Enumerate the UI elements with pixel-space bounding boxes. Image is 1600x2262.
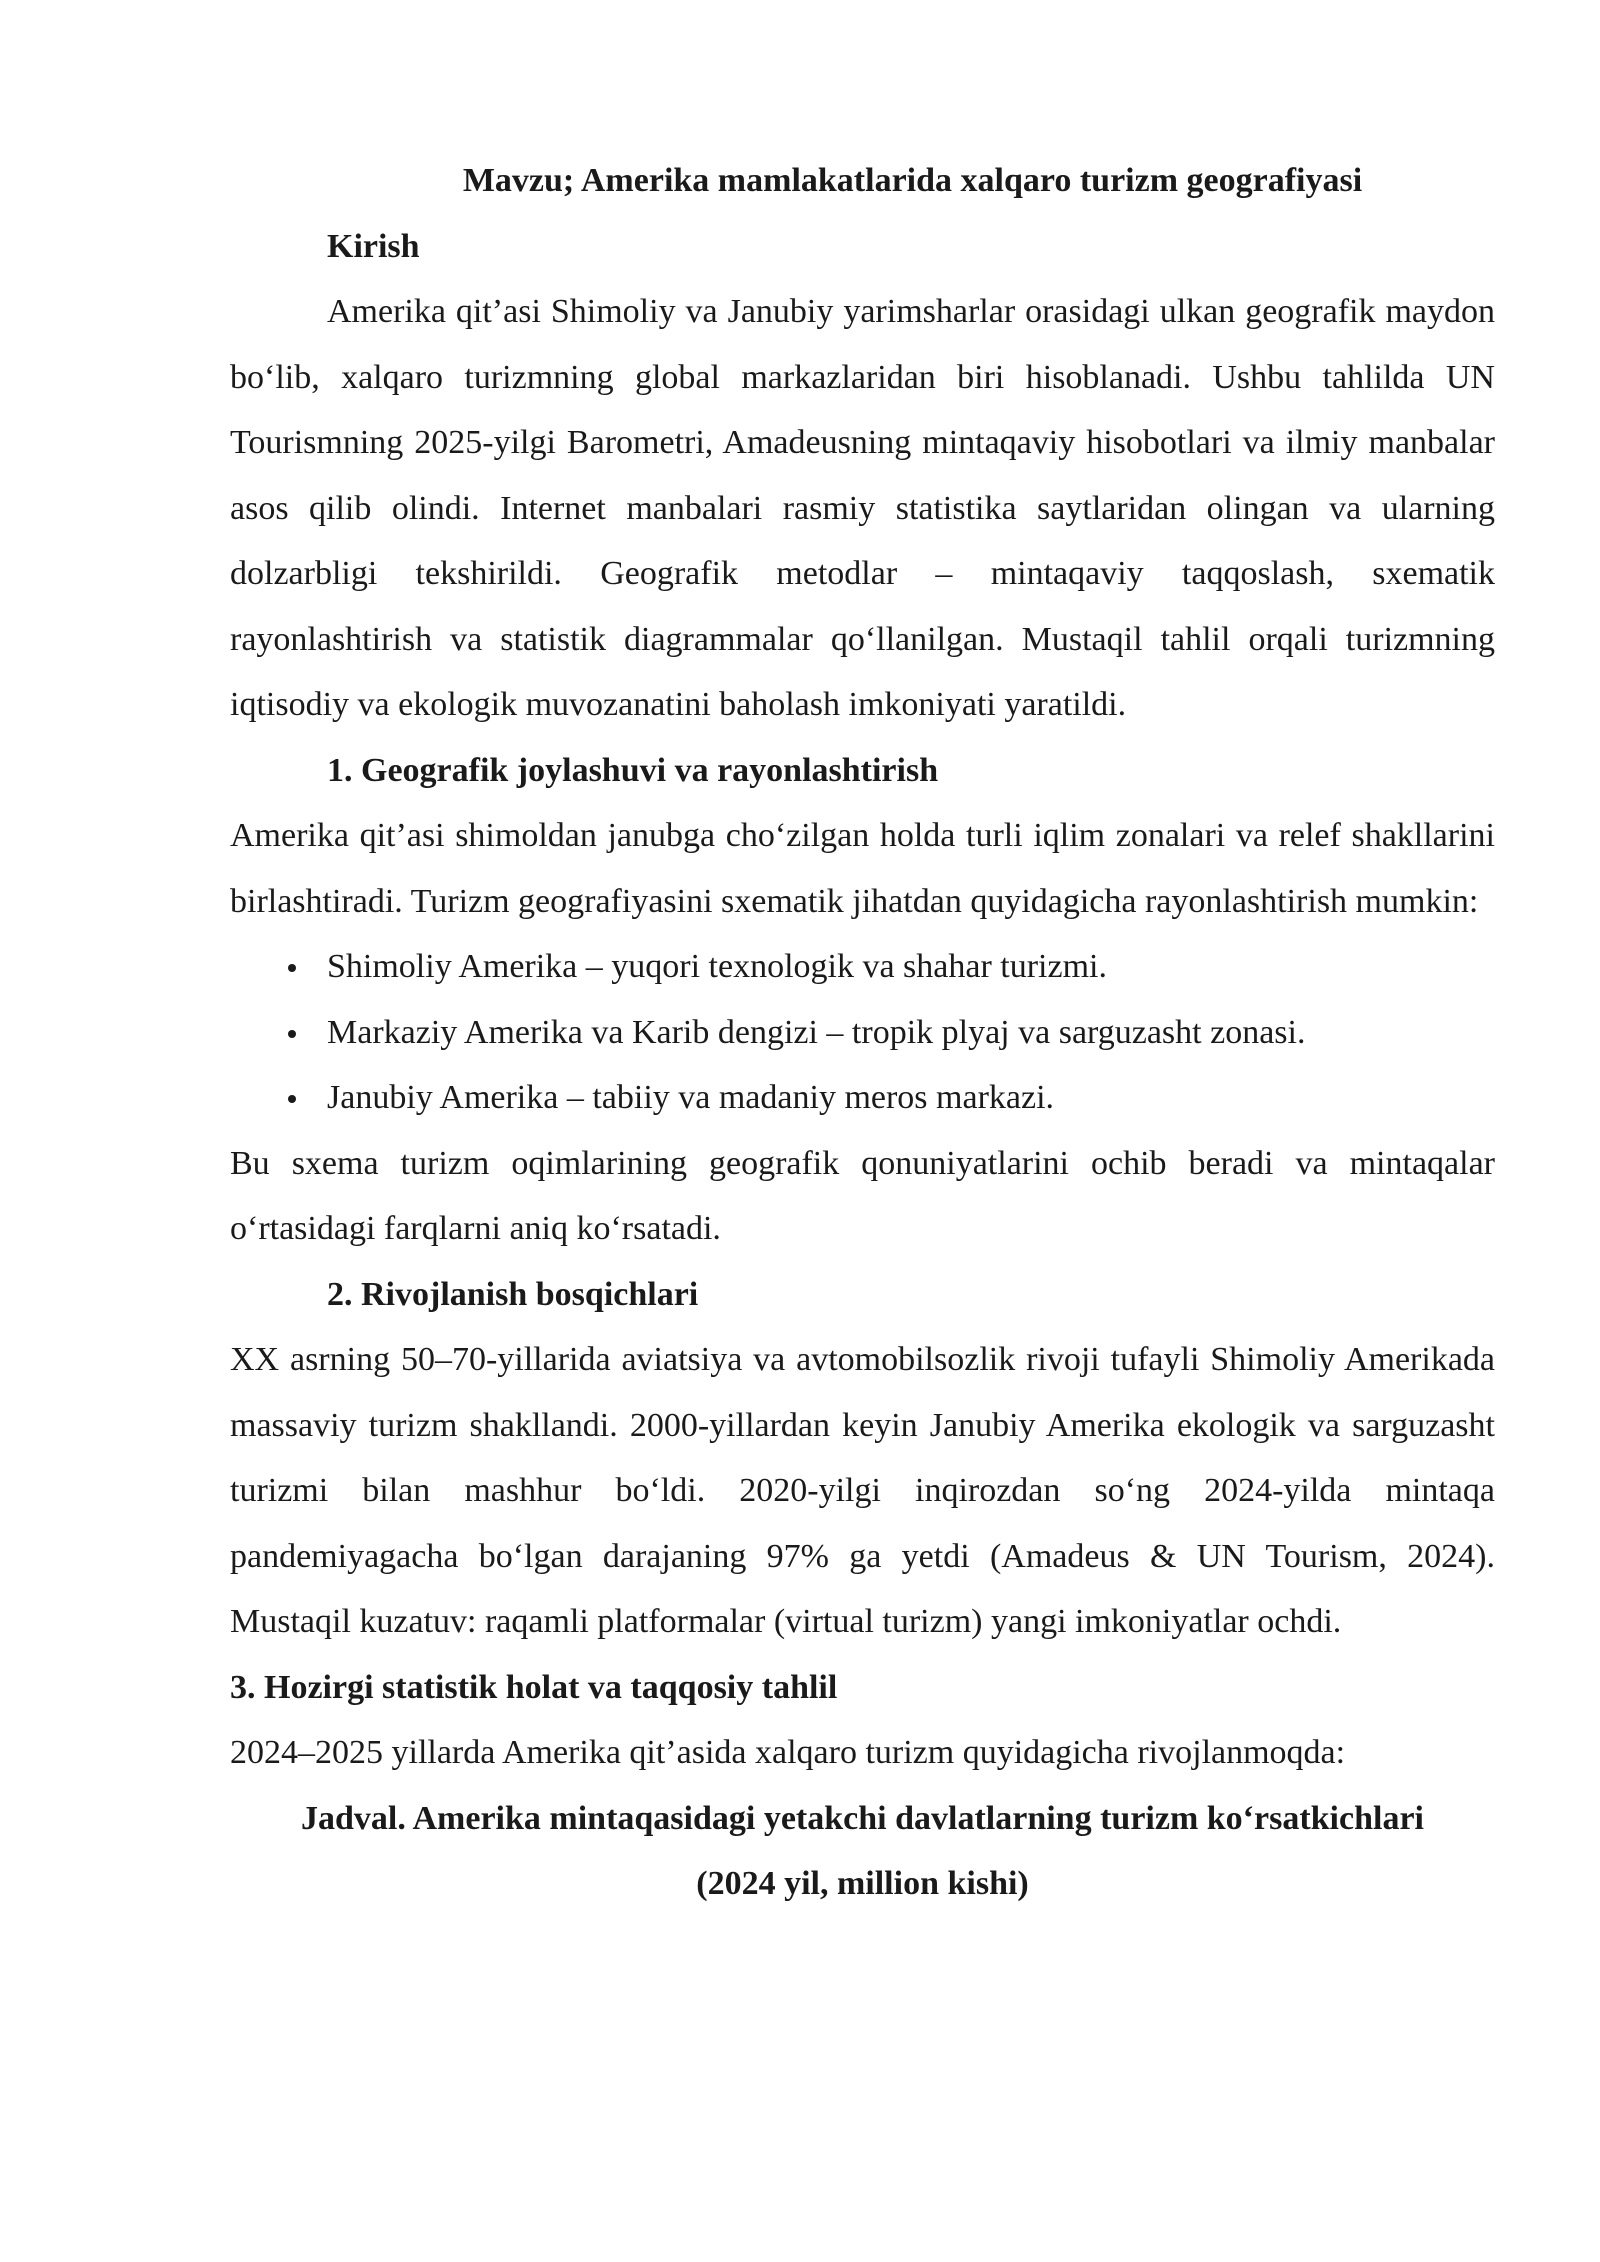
- list-item: [230, 1065, 1495, 1131]
- section-3-paragraph: 2024–2025 yillarda Amerika qit’asida xalqaro turizm quyidagicha rivojlanmoqda:: [230, 1734, 1346, 1771]
- bullet-icon: [288, 1030, 296, 1038]
- table-caption-line-1: Jadval. Amerika mintaqasidagi yetakchi davlatlarning turizm ko‘rsatkichlari: [301, 1799, 1424, 1837]
- section-3-heading: 3. Hozirgi statistik holat va taqqosiy tahlil: [230, 1668, 838, 1706]
- list-item-text: Markaziy Amerika va Karib dengizi – tropik plyaj va sarguzasht zonasi.: [327, 1013, 1306, 1051]
- intro-paragraph: Amerika qit’asi Shimoliy va Janubiy yarimsharlar orasidagi ulkan geografik maydon bo‘lib, xalqaro turizmning global markazlaridan biri hisoblanadi. Ushbu tahlilda UN Tourismning 2025-yilgi Barometri, Amadeusning mintaqaviy hisobotlari va ilmiy manbalar asos qilib olindi. Internet manbalari rasmiy statistika saytlaridan olingan va ularning dolzarbligi tekshirildi. Geografik metodlar – mintaqaviy taqqoslash, sxematik rayonlashtirish va statistik diagrammalar qo‘llanilgan. Mustaqil tahlil orqali turizmning iqtisodiy va ekologik muvozanatini baholash imkoniyati yaratildi.: [230, 293, 1495, 723]
- section-1-paragraph: Amerika qit’asi shimoldan janubga cho‘zilgan holda turli iqlim zonalari va relef shakllarini birlashtiradi. Turizm geografiyasini sxematik jihatdan quyidagicha rayonlashtirish mumkin:: [230, 817, 1495, 920]
- document-page: [230, 148, 1495, 1917]
- section-2-paragraph: XX asrning 50–70-yillarida aviatsiya va avtomobilsozlik rivoji tufayli Shimoliy Amerikada massaviy turizm shakllandi. 2000-yillardan keyin Janubiy Amerika ekologik va sarguzasht turizmi bilan mashhur bo‘ldi. 2020-yilgi inqirozdan so‘ng 2024-yilda mintaqa pandemiyagacha bo‘lgan darajaning 97% ga yetdi (Amadeus & UN Tourism, 2024). Mustaqil kuzatuv: raqamli platformalar (virtual turizm) yangi imkoniyatlar ochdi.: [230, 1341, 1495, 1640]
- region-list: [230, 934, 1495, 1131]
- section-1-conclusion: Bu sxema turizm oqimlarining geografik qonuniyatlarini ochib beradi va mintaqalar o‘rtasidagi farqlarni aniq ko‘rsatadi.: [230, 1144, 1495, 1247]
- list-item-text: Janubiy Amerika – tabiiy va madaniy meros markazi.: [327, 1079, 1055, 1116]
- document-title: Mavzu; Amerika mamlakatlarida xalqaro turizm geografiyasi: [462, 162, 1363, 199]
- section-1-heading: 1. Geografik joylashuvi va rayonlashtirish: [327, 751, 939, 789]
- list-item: [230, 934, 1495, 1000]
- bullet-icon: [288, 1095, 296, 1103]
- intro-heading: Kirish: [327, 227, 420, 265]
- section-2-heading: 2. Rivojlanish bosqichlari: [327, 1275, 699, 1313]
- table-caption: [230, 1786, 1495, 1917]
- bullet-icon: [288, 964, 296, 972]
- table-caption-line-2: (2024 yil, million kishi): [696, 1865, 1029, 1902]
- list-item: [230, 1000, 1495, 1066]
- list-item-text: Shimoliy Amerika – yuqori texnologik va shahar turizmi.: [327, 948, 1107, 985]
